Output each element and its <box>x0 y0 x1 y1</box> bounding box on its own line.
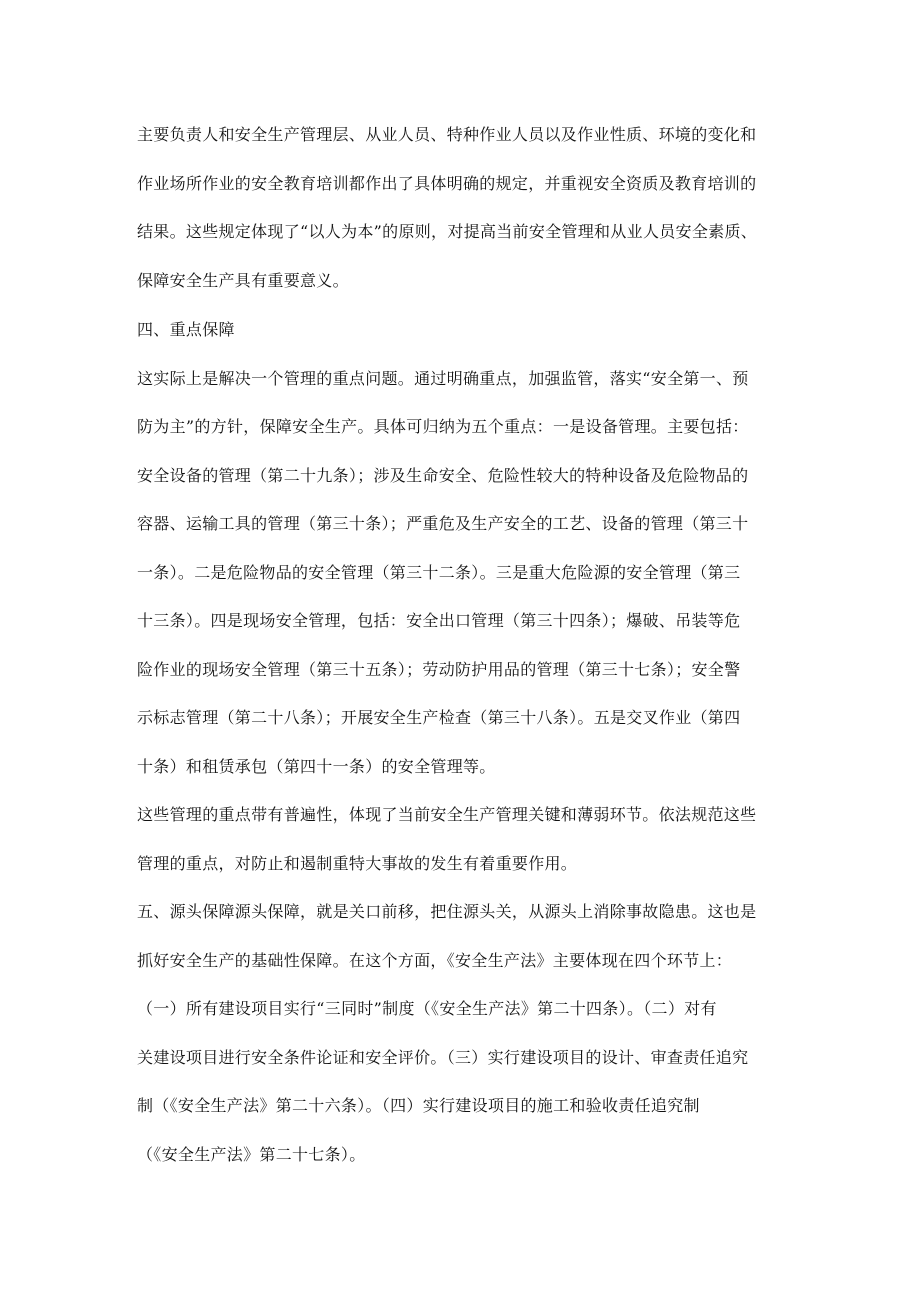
text-line: （《安全生产法》第二十七条）。 <box>137 1145 366 1164</box>
text-line: 安全设备的管理（第二十九条）；涉及生命安全、危险性较大的特种设备及危险物品的 <box>137 466 749 485</box>
text-line: 主要负责人和安全生产管理层、从业人员、特种作业人员以及作业性质、环境的变化和 <box>137 125 757 144</box>
text-line: 这些管理的重点带有普遍性，体现了当前安全生产管理关键和薄弱环节。依法规范这些 <box>137 805 757 824</box>
text-line: 制（《安全生产法》第二十六条）。（四）实行建设项目的施工和验收责任追究制 <box>137 1096 700 1115</box>
text-line: 十条）和租赁承包（第四十一条）的安全管理等。 <box>137 757 496 776</box>
text-line: （一）所有建设项目实行“三同时”制度（《安全生产法》第二十四条）。（二）对有 <box>137 999 717 1018</box>
text-line: 抓好安全生产的基础性保障。在这个方面，《安全生产法》主要体现在四个环节上： <box>137 951 733 970</box>
text-line: 险作业的现场安全管理（第三十五条）；劳动防护用品的管理（第三十七条）；安全警 <box>137 660 741 679</box>
text-line: 容器、运输工具的管理（第三十条）；严重危及生产安全的工艺、设备的管理（第三十 <box>137 514 749 533</box>
text-line: 五、源头保障源头保障，就是关口前移，把住源头关，从源头上消除事故隐患。这也是 <box>137 902 757 921</box>
text-line: 保障安全生产具有重要意义。 <box>137 271 349 290</box>
text-line: 管理的重点，对防止和遏制重特大事故的发生有着重要作用。 <box>137 854 578 873</box>
text-line: 十三条）。四是现场安全管理，包括：安全出口管理（第三十四条）；爆破、吊装等危 <box>137 611 741 630</box>
text-line: 防为主”的方针，保障安全生产。具体可归纳为五个重点：一是设备管理。主要包括： <box>137 417 749 436</box>
text-line: 一条）。二是危险物品的安全管理（第三十二条）。三是重大危险源的安全管理（第三 <box>137 563 741 582</box>
text-line: 作业场所作业的安全教育培训都作出了具体明确的规定，并重视安全资质及教育培训的 <box>137 174 757 193</box>
text-line: 结果。这些规定体现了“以人为本”的原则，对提高当前安全管理和从业人员安全素质、 <box>137 222 758 241</box>
text-line: 示标志管理（第二十八条）；开展安全生产检查（第三十八条）。五是交叉作业（第四 <box>137 708 741 727</box>
text-line: 这实际上是解决一个管理的重点问题。通过明确重点，加强监管，落实“安全第一、预 <box>137 369 749 388</box>
text-line: 关建设项目进行安全条件论证和安全评价。（三）实行建设项目的设计、审查责任追究 <box>137 1048 749 1067</box>
section-heading: 四、重点保障 <box>137 320 235 339</box>
